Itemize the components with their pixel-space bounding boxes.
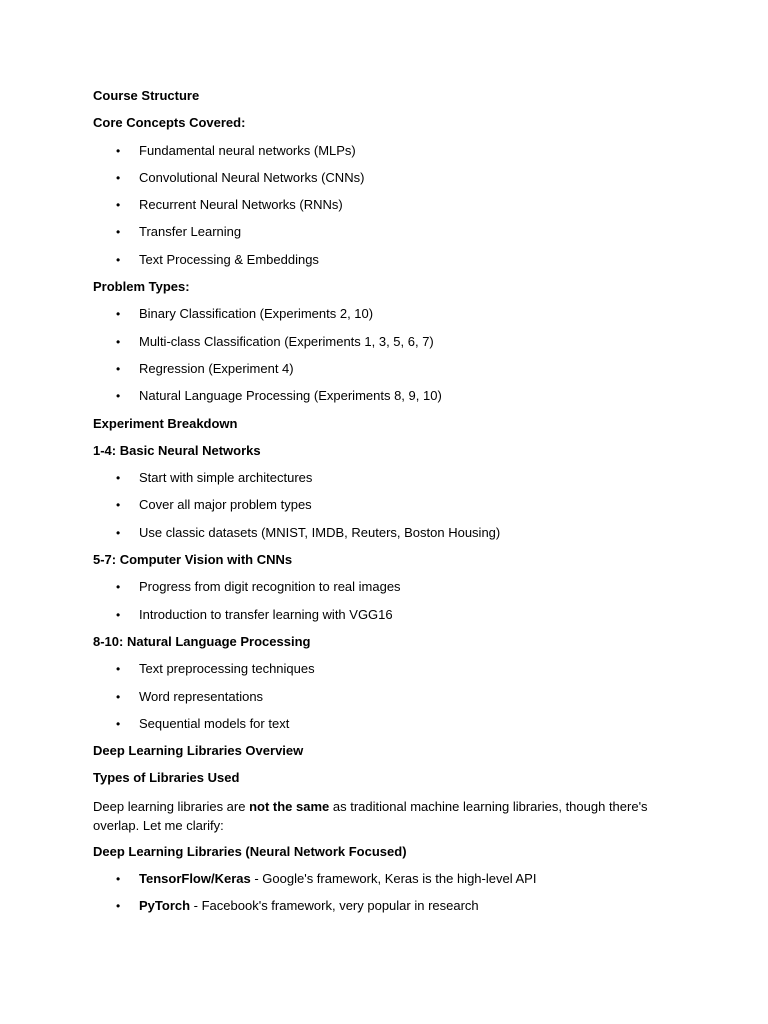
list-item — [93, 305, 663, 332]
subheading-core-concepts: Core Concepts Covered: — [93, 115, 246, 131]
library-description: - Facebook's framework, very popular in research — [190, 898, 479, 914]
section-title-course-structure: Course Structure — [93, 88, 200, 103]
list-item-text: Transfer Learning — [139, 224, 242, 240]
bullet-icon: • — [116, 389, 121, 404]
section-title-experiment-breakdown: Experiment Breakdown — [93, 415, 238, 431]
bullet-icon: • — [116, 143, 121, 158]
list-item — [93, 360, 663, 387]
paragraph-emphasis: not the same — [249, 798, 330, 814]
subheading-dl-libraries: Deep Learning Libraries (Neural Network Focused) — [93, 843, 407, 859]
bullet-icon: • — [116, 580, 121, 595]
list-item — [93, 387, 663, 414]
document-page — [93, 87, 663, 925]
list-item — [93, 606, 663, 633]
list-item — [93, 897, 663, 924]
list-item-text: Fundamental neural networks (MLPs) — [139, 142, 356, 158]
bullet-icon: • — [116, 198, 121, 213]
bullet-icon: • — [116, 361, 121, 376]
list-item — [93, 715, 663, 742]
list-item — [93, 496, 663, 523]
list-item — [93, 251, 663, 278]
list-item — [93, 660, 663, 687]
list-item-text: Natural Language Processing (Experiments 8, 9, 10) — [139, 388, 442, 404]
bullet-icon: • — [116, 252, 121, 267]
list-item — [93, 169, 663, 196]
bullet-icon: • — [116, 225, 121, 240]
library-name: PyTorch — [139, 898, 191, 914]
subheading-nlp: 8-10: Natural Language Processing — [93, 633, 311, 649]
intro-paragraph — [93, 797, 663, 835]
list-item-text: Start with simple architectures — [139, 470, 313, 486]
bullet-icon: • — [116, 471, 121, 486]
library-name: TensorFlow/Keras — [139, 871, 251, 887]
list-item — [93, 688, 663, 715]
list-item — [93, 223, 663, 250]
bullet-icon: • — [116, 307, 121, 322]
paragraph-text: Deep learning libraries are — [93, 798, 250, 814]
section-title-libraries-overview: Deep Learning Libraries Overview — [93, 743, 304, 759]
list-item-text: Multi-class Classification (Experiments 1, 3, 5, 6, 7) — [139, 333, 434, 349]
bullet-icon: • — [116, 170, 121, 185]
bullet-icon: • — [116, 334, 121, 349]
list-item-text: Text preprocessing techniques — [139, 661, 315, 677]
bullet-icon: • — [116, 872, 121, 887]
bullet-icon: • — [116, 662, 121, 677]
list-item-text: Introduction to transfer learning with VGG16 — [139, 606, 393, 622]
list-item — [93, 870, 663, 897]
list-item-text: Use classic datasets (MNIST, IMDB, Reuters, Boston Housing) — [139, 524, 501, 540]
bullet-icon: • — [116, 716, 121, 731]
list-item — [93, 142, 663, 169]
list-item-text: Binary Classification (Experiments 2, 10) — [139, 306, 374, 322]
bullet-icon: • — [116, 525, 121, 540]
bullet-icon: • — [116, 498, 121, 513]
bullet-icon: • — [116, 899, 121, 914]
subheading-types-of-libraries: Types of Libraries Used — [93, 770, 240, 786]
bullet-icon: • — [116, 689, 121, 704]
subheading-computer-vision: 5-7: Computer Vision with CNNs — [93, 552, 293, 568]
list-item-text: Word representations — [139, 688, 264, 704]
list-item — [93, 333, 663, 360]
list-item-text: Recurrent Neural Networks (RNNs) — [139, 197, 343, 213]
list-item-text: Progress from digit recognition to real images — [139, 579, 401, 595]
list-item — [93, 469, 663, 496]
paragraph-text: as traditional machine learning libraries, though there's overlap. Let me clarify: — [93, 798, 648, 833]
list-item — [93, 524, 663, 551]
bullet-icon: • — [116, 607, 121, 622]
list-item — [93, 578, 663, 605]
list-item-text: Convolutional Neural Networks (CNNs) — [139, 169, 365, 185]
list-item-text: Cover all major problem types — [139, 497, 312, 513]
list-item-text: Text Processing & Embeddings — [139, 251, 319, 267]
library-description: - Google's framework, Keras is the high-level API — [250, 871, 537, 887]
list-item — [93, 196, 663, 223]
list-item-text: Regression (Experiment 4) — [139, 360, 294, 376]
list-item-text: Sequential models for text — [139, 715, 290, 731]
subheading-problem-types: Problem Types: — [93, 279, 190, 295]
subheading-basic-neural-networks: 1-4: Basic Neural Networks — [93, 442, 261, 458]
